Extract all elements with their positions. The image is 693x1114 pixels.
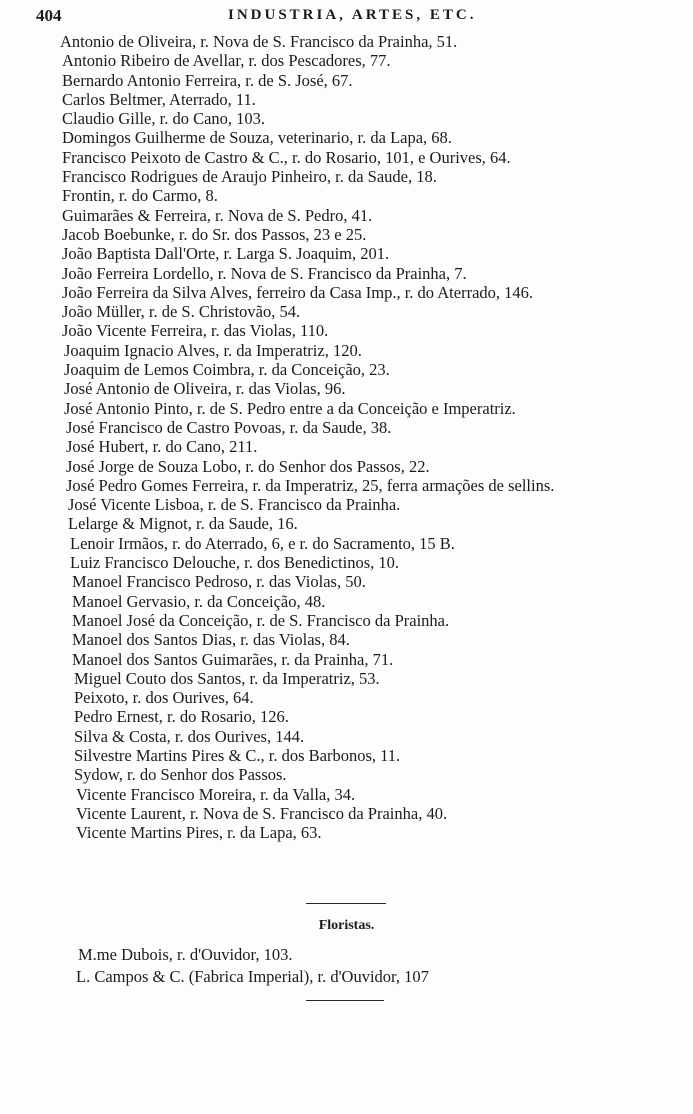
directory-entry: Vicente Laurent, r. Nova de S. Francisco da Prainha, 40. (76, 803, 448, 823)
directory-entry: José Hubert, r. do Cano, 211. (66, 437, 258, 457)
directory-entry: Claudio Gille, r. do Cano, 103. (62, 109, 266, 129)
directory-entry: Manoel José da Conceição, r. de S. Francisco da Prainha. (72, 610, 450, 630)
directory-entry: Manoel dos Santos Guimarães, r. da Prainha, 71. (72, 649, 394, 669)
closing-divider (306, 1000, 384, 1001)
directory-entry: Silva & Costa, r. dos Ourives, 144. (74, 726, 305, 746)
directory-entry: José Pedro Gomes Ferreira, r. da Imperatriz, 25, ferra armações de sellins. (66, 475, 555, 495)
directory-entry: Domingos Guilherme de Souza, veterinario, r. da Lapa, 68. (62, 128, 452, 148)
directory-list (0, 32, 693, 842)
running-title: INDUSTRIA, ARTES, ETC. (228, 7, 477, 23)
directory-entry: Silvestre Martins Pires & C., r. dos Barbonos, 11. (74, 745, 401, 765)
directory-entry: Jacob Boebunke, r. do Sr. dos Passos, 23 e 25. (62, 224, 367, 244)
directory-entry: Antonio de Oliveira, r. Nova de S. Francisco da Prainha, 51. (60, 32, 458, 51)
directory-entry: Bernardo Antonio Ferreira, r. de S. José, 67. (62, 70, 353, 90)
directory-entry: Manoel Francisco Pedroso, r. das Violas, 50. (72, 572, 366, 592)
directory-entry: Sydow, r. do Senhor dos Passos. (74, 765, 287, 785)
directory-entry: Joaquim Ignacio Alves, r. da Imperatriz, 120. (64, 340, 362, 360)
directory-entry: Vicente Francisco Moreira, r. da Valla, 34. (76, 784, 356, 804)
directory-entry: Antonio Ribeiro de Avellar, r. dos Pescadores, 77. (62, 51, 391, 71)
directory-entry: João Ferreira Lordello, r. Nova de S. Francisco da Prainha, 7. (62, 263, 467, 283)
directory-entry: José Jorge de Souza Lobo, r. do Senhor dos Passos, 22. (66, 456, 430, 476)
directory-entry: Lenoir Irmãos, r. do Aterrado, 6, e r. do Sacramento, 15 B. (70, 533, 455, 553)
directory-entry: Carlos Beltmer, Aterrado, 11. (62, 89, 256, 109)
directory-entry: Miguel Couto dos Santos, r. da Imperatriz, 53. (74, 668, 380, 688)
directory-entry: Pedro Ernest, r. do Rosario, 126. (74, 707, 289, 727)
page-header (36, 6, 656, 30)
directory-entry: José Antonio Pinto, r. de S. Pedro entre a da Conceição e Imperatriz. (64, 398, 516, 418)
directory-entry: Manoel Gervasio, r. da Conceição, 48. (72, 591, 326, 611)
directory-entry: José Vicente Lisboa, r. de S. Francisco da Prainha. (68, 495, 401, 515)
directory-entry: Joaquim de Lemos Coimbra, r. da Conceição, 23. (64, 360, 390, 380)
directory-entry: Francisco Peixoto de Castro & C., r. do Rosario, 101, e Ourives, 64. (62, 147, 511, 167)
directory-entry: Frontin, r. do Carmo, 8. (62, 186, 218, 206)
directory-entry: João Vicente Ferreira, r. das Violas, 110. (62, 321, 329, 341)
directory-entry: José Antonio de Oliveira, r. das Violas, 96. (64, 379, 346, 399)
directory-entry: Guimarães & Ferreira, r. Nova de S. Pedro, 41. (62, 205, 373, 225)
directory-entry: Francisco Rodrigues de Araujo Pinheiro, r. da Saude, 18. (62, 167, 437, 187)
directory-entry: João Ferreira da Silva Alves, ferreiro da Casa Imp., r. do Aterrado, 146. (62, 282, 534, 302)
florist-entry: L. Campos & C. (Fabrica Imperial), r. d'Ouvidor, 107 (76, 967, 429, 986)
section-title-floristas: Floristas. (318, 918, 375, 933)
florist-entry: M.me Dubois, r. d'Ouvidor, 103. (78, 945, 293, 964)
directory-entry: Vicente Martins Pires, r. da Lapa, 63. (76, 823, 322, 843)
directory-entry: Manoel dos Santos Dias, r. das Violas, 84. (72, 630, 350, 650)
directory-entry: Lelarge & Mignot, r. da Saude, 16. (68, 514, 298, 534)
page-number: 404 (36, 6, 62, 25)
directory-entry: João Müller, r. de S. Christovão, 54. (62, 302, 301, 322)
directory-entry: Peixoto, r. dos Ourives, 64. (74, 688, 254, 708)
directory-entry: Luiz Francisco Delouche, r. dos Benedictinos, 10. (70, 553, 400, 573)
section-divider (306, 903, 386, 904)
directory-entry: José Francisco de Castro Povoas, r. da Saude, 38. (66, 417, 392, 437)
directory-entry: João Baptista Dall'Orte, r. Larga S. Joaquim, 201. (62, 244, 390, 264)
